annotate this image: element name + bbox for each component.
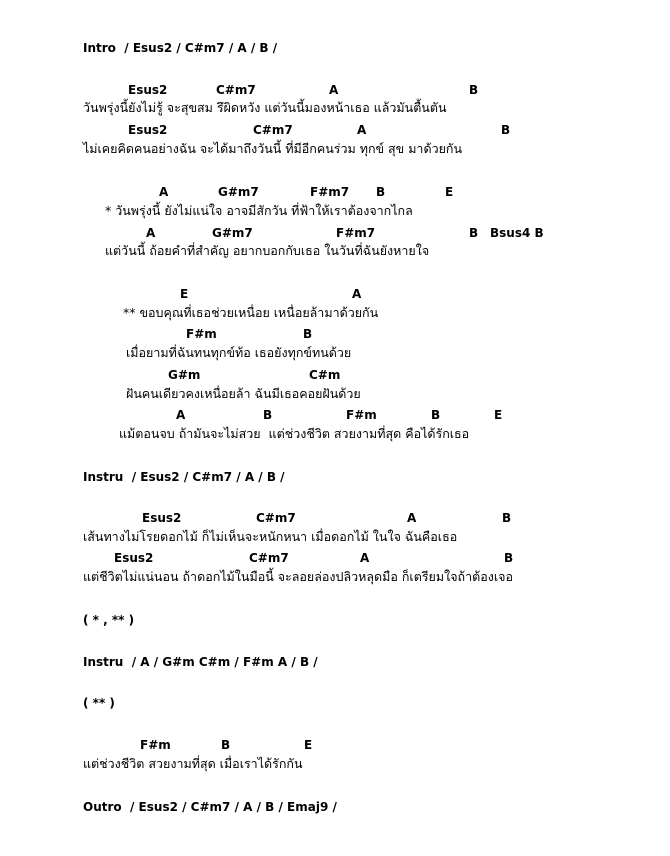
chord: B bbox=[221, 738, 231, 752]
lyric-line: ** ขอบคุณที่เธอช่วยเหนื่อย เหนื่อยล้ามาด้วยกัน bbox=[123, 305, 379, 320]
chord: C#m7 bbox=[253, 123, 293, 137]
chord: E bbox=[445, 185, 454, 199]
chord: G#m bbox=[168, 368, 201, 382]
chord: G#m7 bbox=[218, 185, 259, 199]
chord: Bsus4 B bbox=[490, 226, 544, 240]
chord: C#m7 bbox=[249, 551, 289, 565]
lyric-line: * วันพรุ่งนี้ ยังไม่แน่ใจ อาจมีสักวัน ที่ฟ้าให้เราต้องจากไกล bbox=[105, 203, 413, 218]
lyric-line: ฝันคนเดียวคงเหนื่อยล้า ฉันมีเธอคอยฝันด้วย bbox=[126, 386, 361, 401]
lyric-line: วันพรุ่งนี้ยังไม่รู้ จะสุขสม รึผิดหวัง แต่วันนี้มองหน้าเธอ แล้วมันตื้นตัน bbox=[83, 100, 447, 115]
chord: E bbox=[304, 738, 313, 752]
chord: A bbox=[357, 123, 367, 137]
chord: B bbox=[469, 83, 479, 97]
lyric-line: เส้นทางไม่โรยดอกไม้ ก็ไม่เห็นจะหนักหนา เมื่อดอกไม้ ในใจ ฉันคือเธอ bbox=[83, 529, 458, 544]
chord: B bbox=[502, 511, 512, 525]
chord: B bbox=[303, 327, 313, 341]
chord: A bbox=[146, 226, 156, 240]
chord: E bbox=[180, 287, 189, 301]
lyric-line: ไม่เคยคิดคนอย่างฉัน จะได้มาถึงวันนี้ ที่มีอีกคนร่วม ทุกข์ สุข มาด้วยกัน bbox=[83, 141, 463, 156]
chord: C#m bbox=[309, 368, 341, 382]
chord: F#m7 bbox=[310, 185, 350, 199]
lyric-line: แม้ตอนจบ ถ้ามันจะไม่สวย แต่ช่วงชีวิต สวยงามที่สุด คือได้รักเธอ bbox=[119, 426, 470, 441]
instru-line: Instru / A / G#m C#m / F#m A / B / bbox=[83, 655, 318, 669]
intro-line: Intro / Esus2 / C#m7 / A / B / bbox=[83, 41, 278, 55]
chord: F#m bbox=[346, 408, 377, 422]
chord: A bbox=[352, 287, 362, 301]
lyric-line: แต่ชีวิตไม่แน่นอน ถ้าดอกไม้ในมือนี้ จะลอยล่องปลิวหลุดมือ ก็เตรียมใจถ้าต้องเจอ bbox=[83, 569, 513, 584]
chord: B bbox=[501, 123, 511, 137]
chord: B bbox=[263, 408, 273, 422]
chord: B bbox=[431, 408, 441, 422]
chord: Esus2 bbox=[128, 83, 168, 97]
lyric-line: แต่วันนี้ ถ้อยคำที่สำคัญ อยากบอกกับเธอ ในวันที่ฉันยังหายใจ bbox=[105, 243, 430, 258]
chord: Esus2 bbox=[142, 511, 182, 525]
chord: Esus2 bbox=[128, 123, 168, 137]
chord: B bbox=[469, 226, 479, 240]
chord: B bbox=[504, 551, 514, 565]
chord: A bbox=[159, 185, 169, 199]
chord: B bbox=[376, 185, 386, 199]
chord: Esus2 bbox=[114, 551, 154, 565]
chord: G#m7 bbox=[212, 226, 253, 240]
instru-line: Instru / Esus2 / C#m7 / A / B / bbox=[83, 470, 285, 484]
chord: A bbox=[407, 511, 417, 525]
chord: F#m bbox=[186, 327, 217, 341]
chord: E bbox=[494, 408, 503, 422]
repeat-marker: ( ** ) bbox=[83, 696, 115, 710]
chord: F#m bbox=[140, 738, 171, 752]
chord: A bbox=[360, 551, 370, 565]
chord: C#m7 bbox=[256, 511, 296, 525]
repeat-marker: ( * , ** ) bbox=[83, 613, 135, 627]
outro-line: Outro / Esus2 / C#m7 / A / B / Emaj9 / bbox=[83, 800, 337, 814]
lyric-line: เมื่อยามที่ฉันทนทุกข์ท้อ เธอยังทุกข์ทนด้วย bbox=[126, 345, 352, 360]
chord: A bbox=[176, 408, 186, 422]
chord: C#m7 bbox=[216, 83, 256, 97]
chord: F#m7 bbox=[336, 226, 376, 240]
lyric-line: แต่ช่วงชีวิต สวยงามที่สุด เมื่อเราได้รักกัน bbox=[83, 756, 303, 771]
chord: A bbox=[329, 83, 339, 97]
